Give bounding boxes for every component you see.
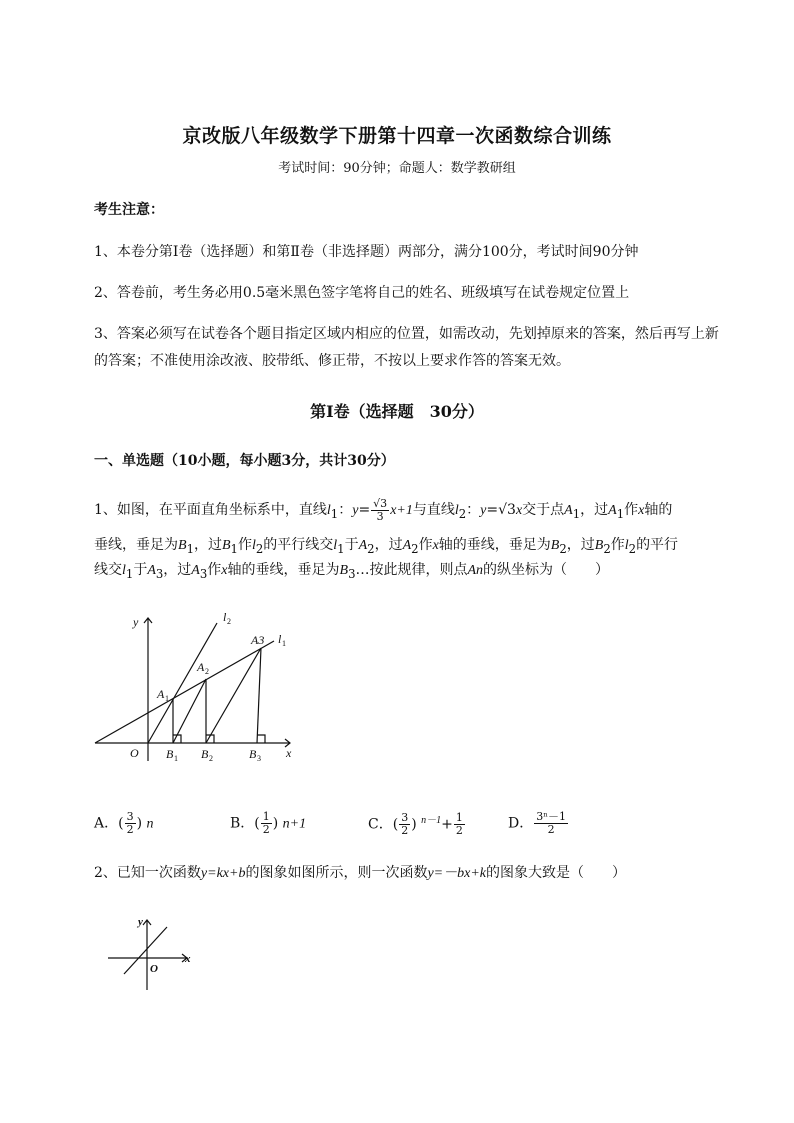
figure-2-line-graph: [104, 912, 196, 994]
label-a2-sub: 2: [205, 667, 209, 676]
notice-item-1: 1、本卷分第I卷（选择题）和第Ⅱ卷（非选择题）两部分，满分100分，考试时间90分钟: [94, 244, 639, 260]
option-d[interactable]: D． $\frac{\text{3ⁿ－1}}{2}$: [508, 810, 566, 836]
label-b2: B: [201, 747, 209, 761]
label-l1: l: [278, 632, 282, 646]
section-title: 第I卷（选择题 30分）: [310, 402, 484, 421]
label-x: x: [185, 953, 191, 965]
part-heading: 一、单选题（10小题，每小题3分，共计30分）: [94, 453, 395, 469]
option-c[interactable]: C．( $\frac{3}{2}$ ) $^{n-1}$+ $\frac{1}{2}$: [368, 811, 463, 838]
label-y: y: [138, 916, 143, 928]
label-l1-sub: 1: [282, 639, 286, 648]
question-1-line-3: 线交$l_1$于$A_3$，过$A_3$作x轴的垂线，垂足为$B_3\dots$按此规律，则点An的纵坐标为（ ）: [94, 562, 610, 581]
question-1-line-1: 1、如图，在平面直角坐标系中，直线$l_1$：y= $\frac{√3}{3}$ x+1与直线$l_2$：y=√3x交于点$A_1$，过$A_1$作x轴的: [94, 496, 673, 523]
label-a1-sub: 1: [165, 694, 169, 703]
notice-item-2: 2、答卷前，考生务必用0.5毫米黑色签字笔将自己的姓名、班级填写在试卷规定位置上: [94, 285, 630, 301]
page-title: 京改版八年级数学下册第十四章一次函数综合训练: [182, 125, 612, 147]
label-b1-sub: 1: [174, 754, 178, 763]
label-b3-sub: 3: [257, 754, 261, 763]
label-a1: A: [157, 687, 165, 701]
right-angle-mark-b3: [257, 735, 265, 743]
exam-subtitle: 考试时间：90分钟；命题人：数学教研组: [278, 161, 516, 176]
option-a[interactable]: A．( $\frac{3}{2}$ ) n: [94, 810, 154, 836]
segment-b2-a3: [206, 648, 261, 743]
notice-heading: 考生注意：: [94, 202, 164, 218]
line-l1: [95, 641, 274, 743]
notice-item-3-cont: 的答案；不准使用涂改液、胶带纸、修正带，不按以上要求作答的答案无效。: [94, 353, 570, 369]
label-origin: O: [130, 746, 139, 760]
label-l2: l: [223, 610, 227, 624]
graph-line-y-kx-b: [124, 927, 167, 974]
label-b2-sub: 2: [209, 754, 213, 763]
segment-a3-b3: [257, 648, 261, 743]
label-l2-sub: 2: [227, 617, 231, 626]
fraction-sqrt3-over-3: $\frac{√3}{3}$: [373, 496, 388, 523]
label-x: x: [286, 746, 292, 760]
question-1-line-2: 垂线，垂足为$B_1$，过$B_1$作$l_2$的平行线交$l_1$于$A_2$，过$A_2$作x轴的垂线，垂足为$B_2$，过$B_2$作$l_2$的平行: [94, 537, 679, 556]
label-a2: A: [197, 660, 205, 674]
notice-item-3: 3、答案必须写在试卷各个题目指定区域内相应的位置，如需改动，先划掉原来的答案，然后再写上新: [94, 326, 719, 342]
label-a3: A3: [251, 633, 265, 647]
label-y: y: [133, 615, 139, 629]
label-b3: B: [249, 747, 257, 761]
option-b[interactable]: B．( $\frac{1}{2}$ ) n+1: [230, 810, 307, 836]
question-2-text: 2、已知一次函数y=kx+b的图象如图所示，则一次函数y=－bx+k的图象大致是（ ）: [94, 865, 627, 881]
label-origin: O: [150, 963, 158, 975]
figure-1-coordinate-diagram: [90, 606, 305, 766]
label-b1: B: [166, 747, 174, 761]
